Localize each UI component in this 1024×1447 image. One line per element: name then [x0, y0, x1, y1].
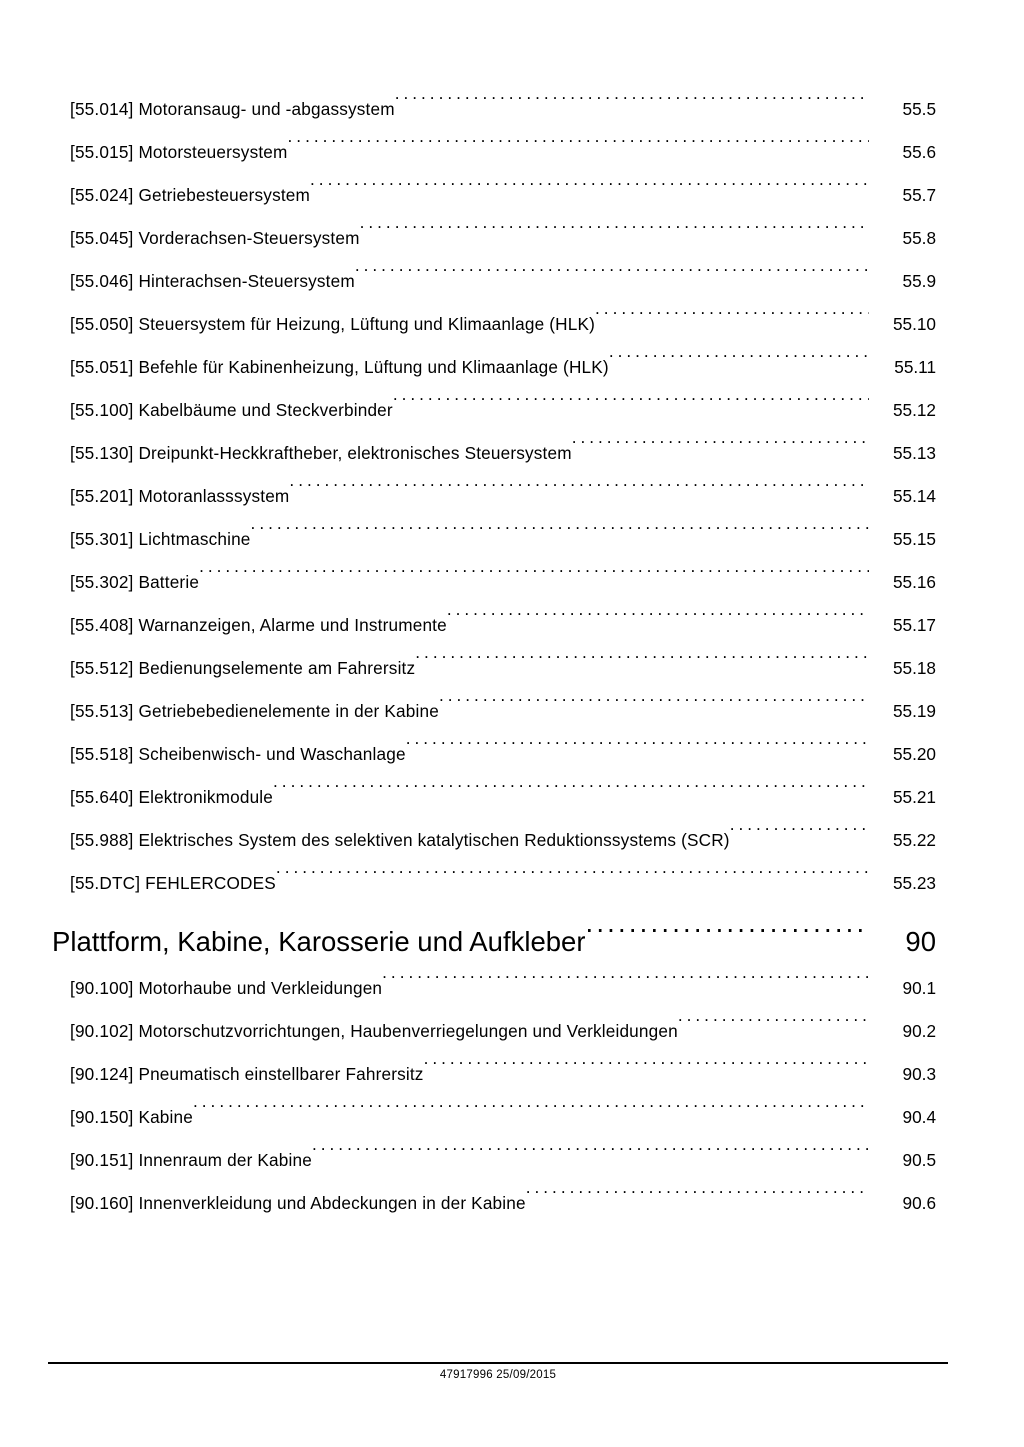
dot-leader — [526, 1166, 869, 1209]
toc-entry-label: [55.130] Dreipunkt-Heckkraftheber, elektronisches Steuersystem — [70, 443, 572, 463]
toc-entry-label: [55.051] Befehle für Kabinenheizung, Lüftung und Klimaanlage (HLK) — [70, 357, 609, 377]
toc-entry-page-number: 55.6 — [902, 142, 936, 162]
dot-leader — [393, 373, 869, 416]
toc-entry-label: [90.100] Motorhaube und Verkleidungen — [70, 978, 383, 998]
toc-entry-label: [90.151] Innenraum der Kabine — [70, 1150, 312, 1170]
toc-entry-page-number: 90.1 — [902, 978, 936, 998]
toc-entry-label: [55.045] Vorderachsen-Steuersystem — [70, 228, 360, 248]
toc-section-label: Plattform, Kabine, Karosserie und Aufkleber — [52, 926, 586, 957]
dot-leader — [447, 588, 869, 631]
toc-entry-page-number: 55.9 — [902, 271, 936, 291]
toc-entry-page-number: 55.20 — [892, 744, 936, 764]
dot-leader — [360, 201, 869, 244]
dot-leader — [382, 951, 869, 994]
toc-entry-page-number: 55.19 — [892, 701, 936, 721]
toc-entry-label: [55.014] Motoransaug- und -abgassystem — [70, 99, 395, 119]
toc-entry-page-number: 55.13 — [892, 443, 936, 463]
dot-leader — [289, 459, 869, 502]
dot-leader — [609, 330, 869, 373]
toc-entry-page-number: 90.5 — [902, 1150, 936, 1170]
dot-leader — [312, 1123, 869, 1166]
dot-leader — [678, 994, 869, 1037]
toc-entry-label: [55.201] Motoranlasssystem — [70, 486, 290, 506]
toc-entry-label: [90.102] Motorschutzvorrichtungen, Haubenverriegelungen und Verkleidungen — [70, 1021, 678, 1041]
toc-entry-label: [55.050] Steuersystem für Heizung, Lüftung und Klimaanlage (HLK) — [70, 314, 596, 334]
dot-leader — [251, 502, 869, 545]
toc-entry-label: [55.DTC] FEHLERCODES — [70, 873, 276, 893]
dot-leader — [424, 1037, 869, 1080]
toc-entry-label: [55.024] Getriebesteuersystem — [70, 185, 311, 205]
toc-entry-label: [55.408] Warnanzeigen, Alarme und Instrumente — [70, 615, 447, 635]
toc-entry-page-number: 55.22 — [892, 830, 936, 850]
toc-entry-page-number: 90.4 — [902, 1107, 936, 1127]
toc-entry-label: [90.160] Innenverkleidung und Abdeckungen in der Kabine — [70, 1193, 526, 1213]
toc-section-page-number: 90 — [905, 926, 936, 957]
dot-leader — [730, 803, 869, 846]
toc-entry-page-number: 55.8 — [902, 228, 936, 248]
toc-entry-row[interactable] — [48, 72, 936, 119]
toc-entry-page-number: 55.10 — [892, 314, 936, 334]
toc-entry-page-number: 55.15 — [892, 529, 936, 549]
dot-leader — [288, 115, 869, 158]
toc-entry-label: [55.640] Elektronikmodule — [70, 787, 274, 807]
toc-entry-label: [55.046] Hinterachsen-Steuersystem — [70, 271, 355, 291]
toc-entry-label: [55.302] Batterie — [70, 572, 200, 592]
toc-entry-label: [55.513] Getriebebedienelemente in der Kabine — [70, 701, 439, 721]
toc-entry-page-number: 55.17 — [892, 615, 936, 635]
dot-leader — [355, 244, 869, 287]
footer-divider — [48, 1362, 948, 1364]
toc-entry-label: [90.150] Kabine — [70, 1107, 193, 1127]
toc-entry-label: [55.988] Elektrisches System des selektiven katalytischen Reduktionssystems (SCR) — [70, 830, 730, 850]
dot-leader — [310, 158, 869, 201]
toc-entry-page-number: 55.11 — [894, 357, 936, 377]
toc-entry-label: [90.124] Pneumatisch einstellbarer Fahrersitz — [70, 1064, 424, 1084]
footer-text: 47917996 25/09/2015 — [439, 1369, 557, 1381]
toc-entry-page-number: 55.5 — [902, 99, 936, 119]
toc-entry-page-number: 55.18 — [892, 658, 936, 678]
toc-entry-label: [55.015] Motorsteuersystem — [70, 142, 288, 162]
toc-entry-page-number: 55.23 — [892, 873, 936, 893]
dot-leader — [406, 717, 869, 760]
dot-leader — [273, 760, 869, 803]
toc-entry-page-number: 55.16 — [892, 572, 936, 592]
dot-leader — [395, 72, 869, 115]
table-of-contents — [48, 72, 936, 1213]
toc-entry-page-number: 55.12 — [892, 400, 936, 420]
dot-leader — [276, 846, 869, 889]
dot-leader — [585, 894, 864, 951]
toc-entry-label: [55.512] Bedienungselemente am Fahrersitz — [70, 658, 416, 678]
toc-entry-page-number: 90.3 — [902, 1064, 936, 1084]
toc-entry-label: [55.301] Lichtmaschine — [70, 529, 251, 549]
dot-leader — [193, 1080, 869, 1123]
page-footer — [48, 1362, 948, 1381]
dot-leader — [415, 631, 869, 674]
toc-entry-page-number: 55.21 — [892, 787, 936, 807]
dot-leader — [572, 416, 869, 459]
toc-entry-page-number: 55.14 — [892, 486, 936, 506]
dot-leader — [595, 287, 869, 330]
toc-entry-page-number: 55.7 — [902, 185, 936, 205]
toc-entry-label: [55.518] Scheibenwisch- und Waschanlage — [70, 744, 406, 764]
toc-entry-label: [55.100] Kabelbäume und Steckverbinder — [70, 400, 393, 420]
toc-entry-page-number: 90.6 — [902, 1193, 936, 1213]
dot-leader — [199, 545, 869, 588]
dot-leader — [439, 674, 869, 717]
toc-entry-page-number: 90.2 — [902, 1021, 936, 1041]
